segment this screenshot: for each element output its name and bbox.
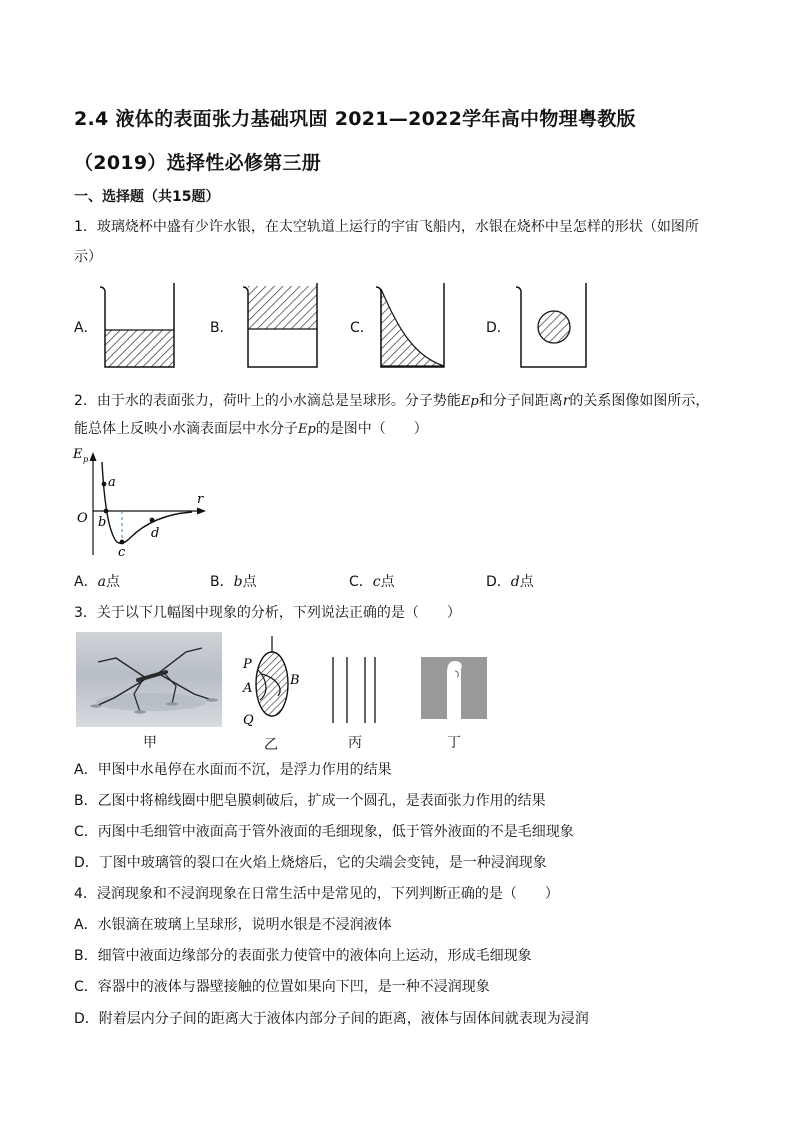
q2-option-b-suffix: 点 — [242, 574, 257, 590]
q3-text: 3．关于以下几幅图中现象的分析，下列说法正确的是（ ） — [74, 605, 461, 621]
q2-option-a-suffix: 点 — [105, 574, 120, 590]
fig-label-jia: 甲 — [143, 735, 157, 751]
q2-option-d — [486, 571, 534, 591]
q2-option-a-var: a — [97, 574, 106, 590]
q2-text-line2-b: 的是图中（ ） — [315, 421, 428, 437]
q2-option-c-var: c — [372, 574, 381, 590]
q2-option-b — [210, 571, 257, 591]
fig-yi-soap-film — [238, 632, 302, 732]
fig-bing-capillary — [325, 655, 385, 725]
graph-y-label: E — [73, 447, 83, 462]
graph-x-label: r — [197, 492, 204, 507]
q2-text-mid: 和分子间距离 — [478, 393, 563, 409]
q3-option-b: B．乙图中将棉线圈中肥皂膜刺破后，扩成一个圆孔，是表面张力作用的结果 — [74, 793, 546, 809]
q1-option-b-label: B． — [210, 320, 234, 336]
graph-label-b: b — [98, 515, 107, 530]
graph-label-c: c — [118, 545, 126, 560]
page-title-line1: 2.4 液体的表面张力基础巩固 2021—2022学年高中物理粤教版 — [74, 108, 636, 130]
section-heading: 一、选择题（共15题） — [74, 189, 220, 205]
fig-yi-label-b: B — [290, 673, 300, 688]
q2-option-d-var: d — [510, 574, 520, 590]
q2-ep-symbol: Ep — [460, 394, 479, 409]
graph-y-sub: p — [83, 455, 89, 464]
q2-option-a-prefix: A． — [74, 574, 98, 590]
q4-text: 4．浸润现象和不浸润现象在日常生活中是常见的，下列判断正确的是（ ） — [74, 886, 559, 902]
page-title-line2: （2019）选择性必修第三册 — [74, 152, 322, 174]
graph-point-d — [150, 518, 155, 523]
q3-option-d: D．丁图中玻璃管的裂口在火焰上烧熔后，它的尖端会变钝，是一种浸润现象 — [74, 855, 547, 871]
fig-label-yi: 乙 — [264, 737, 278, 753]
q4-option-b: B．细管中液面边缘部分的表面张力使管中的液体向上运动，形成毛细现象 — [74, 948, 532, 964]
fig-label-bing: 丙 — [348, 735, 362, 751]
fig-label-ding: 丁 — [447, 735, 461, 751]
q2-text-end: 的关系图像如图所示， — [569, 393, 710, 409]
q2-option-d-suffix: 点 — [519, 574, 534, 590]
graph-point-a — [102, 482, 107, 487]
q1-text-line1: 1．玻璃烧杯中盛有少许水银，在太空轨道上运行的宇宙飞船内，水银在烧杯中呈怎样的形状（如图所 — [74, 219, 699, 235]
q2-option-b-prefix: B． — [210, 574, 234, 590]
q2-option-b-var: b — [233, 574, 243, 590]
q3-option-a: A．甲图中水黾停在水面而不沉，是浮力作用的结果 — [74, 762, 392, 778]
q2-text-line2-a: 能总体上反映小水滴表面层中水分子 — [74, 421, 298, 437]
q1-option-c-label: C． — [350, 320, 374, 336]
graph-origin-label: O — [77, 511, 88, 526]
q4-option-a: A．水银滴在玻璃上呈球形，说明水银是不浸润液体 — [74, 917, 392, 933]
q2-ep-symbol-2: Ep — [298, 422, 316, 437]
q2-r-symbol: r — [562, 393, 570, 409]
q2-option-c-suffix: 点 — [380, 574, 395, 590]
q4-option-c: C．容器中的液体与器壁接触的位置如果向下凹，是一种不浸润现象 — [74, 979, 490, 995]
graph-point-c — [120, 540, 125, 545]
q4-option-d: D．附着层内分子间的距离大于液体内部分子间的距离，液体与固体间就表现为浸润 — [74, 1011, 589, 1027]
fig-jia-photo — [76, 632, 222, 727]
q2-text-start: 2．由于水的表面张力，荷叶上的小水滴总是呈球形。分子势能 — [74, 393, 461, 409]
q1-text-line2: 示） — [74, 249, 102, 265]
q2-option-a — [74, 571, 120, 591]
q1-option-a-label: A． — [74, 320, 98, 336]
fig-yi-label-p: P — [243, 657, 252, 672]
q2-option-c-prefix: C． — [349, 574, 373, 590]
graph-label-d: d — [151, 526, 160, 541]
fig-ding-glass-tube — [421, 657, 487, 719]
graph-point-b — [104, 509, 109, 514]
water-strider-illustration — [76, 632, 222, 727]
fig-yi-label-a: A — [243, 681, 253, 696]
q1-option-d-label: D． — [486, 320, 511, 336]
q2-option-d-prefix: D． — [486, 574, 511, 590]
fig-yi-label-q: Q — [243, 713, 254, 728]
q3-option-c: C．丙图中毛细管中液面高于管外液面的毛细现象，低于管外液面的不是毛细现象 — [74, 824, 574, 840]
graph-label-a: a — [108, 475, 116, 490]
q2-option-c — [349, 571, 395, 591]
